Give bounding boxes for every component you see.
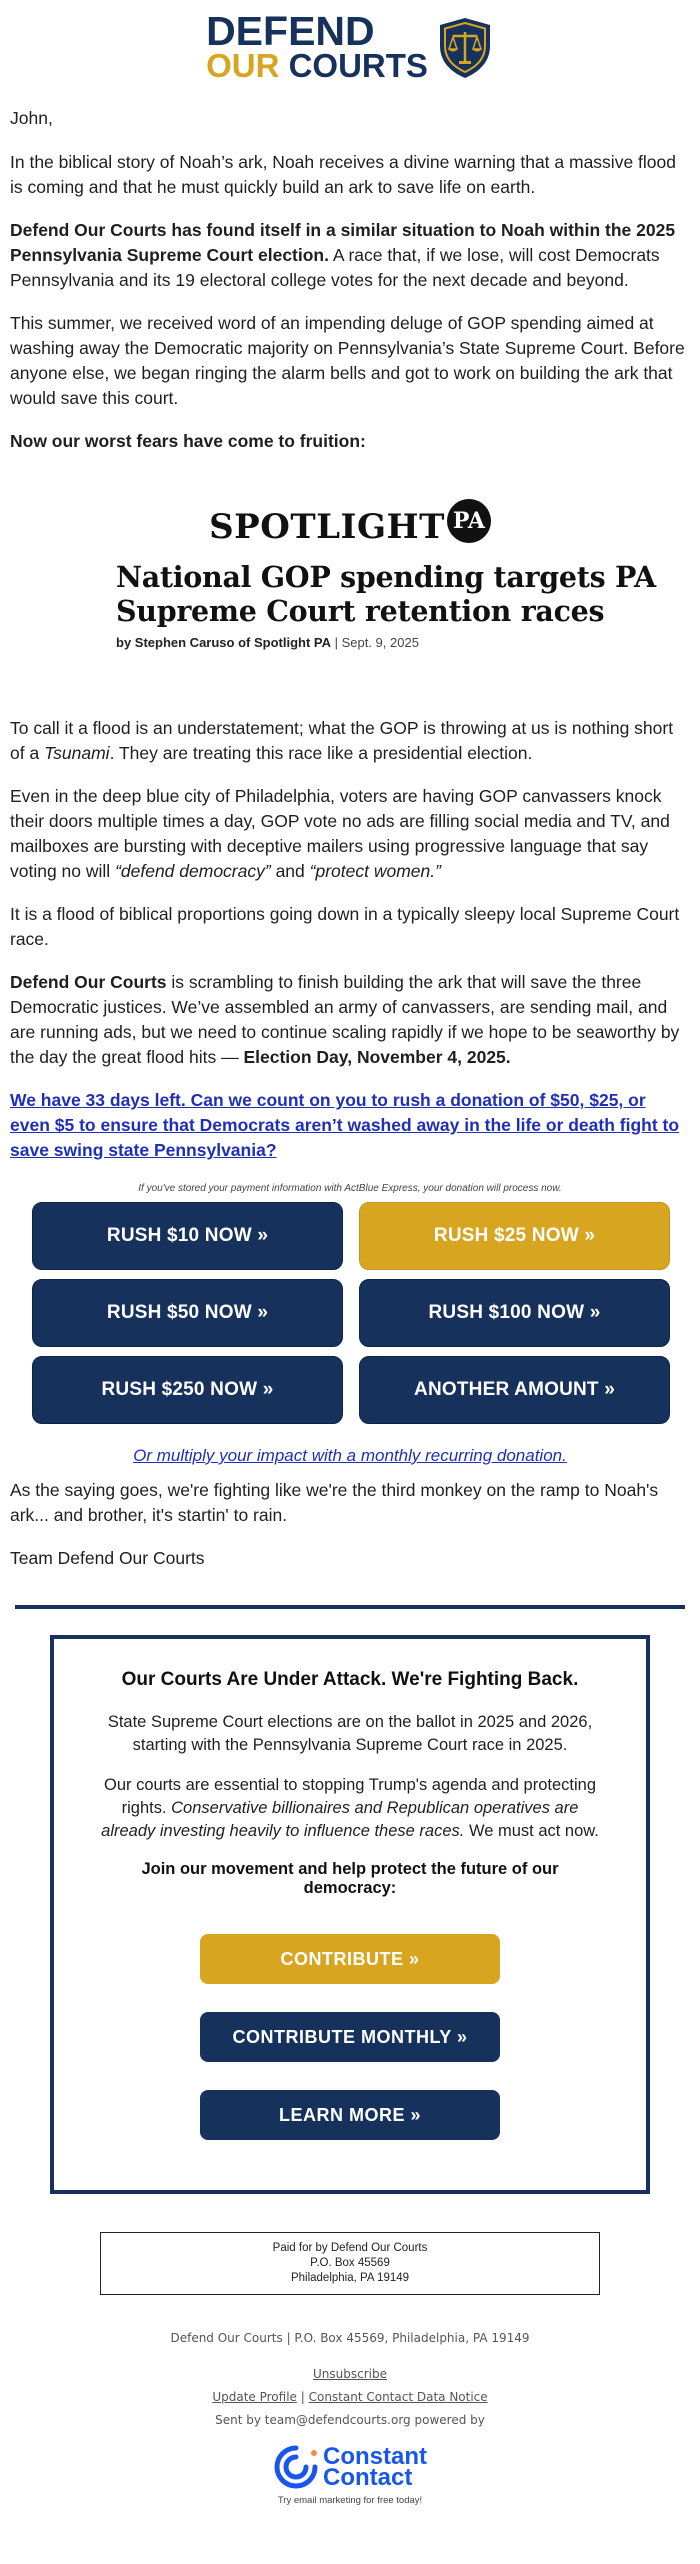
spotlight-pa-logo bbox=[116, 502, 690, 552]
scales-of-justice-shield-icon bbox=[436, 16, 494, 80]
article-headline: National GOP spending targets PA Supreme Court retention races bbox=[116, 560, 656, 628]
essential-text-a: Our courts are essential to stopping Trump's agenda and protecting rights. bbox=[103, 1776, 597, 1817]
paid-for-city: Philadelphia, PA 19149 bbox=[290, 2272, 410, 2284]
byline-author: by Stephen Caruso of Spotlight PA bbox=[116, 635, 331, 650]
tsunami-text-b: . They are treating this race like a presidential election. bbox=[109, 743, 533, 763]
paragraph-tsunami bbox=[10, 716, 690, 766]
email-footer bbox=[0, 2331, 700, 2506]
rush-10-button[interactable]: RUSH $10 NOW » bbox=[32, 1202, 343, 1270]
data-notice-link[interactable]: Constant Contact Data Notice bbox=[308, 2390, 488, 2404]
letter-body bbox=[0, 106, 700, 1571]
section-divider bbox=[15, 1605, 685, 1609]
attack-box-join-movement: Join our movement and help protect the future of our democracy: bbox=[141, 1860, 559, 1897]
logo-courts-text: COURTS bbox=[288, 46, 428, 84]
footer-profile-row bbox=[0, 2390, 700, 2404]
article-byline bbox=[116, 635, 690, 650]
cc-constant-text: Constant bbox=[323, 2443, 427, 2470]
situation-bold-text: Defend Our Courts has found itself in a similar situation to Noah within the 2025 Pennsylvania Supreme Court election. bbox=[10, 220, 676, 265]
spotlight-pa-article-clipping[interactable] bbox=[10, 502, 690, 650]
attack-box-title: Our Courts Are Under Attack. We're Fighting Back. bbox=[121, 1669, 579, 1690]
logo-wordmark bbox=[206, 7, 428, 84]
paragraph-summer: This summer, we received word of an impending deluge of GOP spending aimed at washing away the Democratic majority on Pennsylvania’s State Supreme Court. Before anyone else, we began ringing the alarm bells and got to work on building the ark that would save this court. bbox=[10, 313, 685, 408]
philadelphia-text-a: Even in the deep blue city of Philadelphia, voters are having GOP canvassers knock their doors multiple times a day, GOP vote no ads are filling social media and TV, and mailboxes are bursting with deceptive mailers using progressive language that say voting no will bbox=[10, 786, 670, 881]
paragraph-third-monkey: As the saying goes, we're fighting like we're the third monkey on the ramp to Noah's ark... and brother, it's startin' to rain. bbox=[10, 1480, 659, 1525]
paragraph-scrambling bbox=[10, 970, 690, 1070]
paid-for-disclaimer bbox=[100, 2232, 600, 2295]
attack-box-paragraph-ballot: State Supreme Court elections are on the ballot in 2025 and 2026, starting with the Pennsylvania Supreme Court race in 2025. bbox=[107, 1713, 593, 1754]
essential-text-b: We must act now. bbox=[464, 1822, 599, 1840]
footer-unsubscribe-row bbox=[0, 2367, 700, 2381]
monthly-donation-link[interactable]: Or multiply your impact with a monthly recurring donation. bbox=[133, 1446, 567, 1465]
constant-contact-tagline[interactable]: Try email marketing for free today! bbox=[277, 2495, 423, 2506]
scrambling-bold-name: Defend Our Courts bbox=[10, 972, 167, 992]
actblue-express-note: If you've stored your payment information with ActBlue Express, your donation will process now. bbox=[138, 1183, 562, 1194]
scrambling-text: is scrambling to finish building the ark that will save the three Democratic justices. We’ve assembled an army of canvassers, are sending mail, and are running ads, but we need to continue scaling rapidly if we hope to be seaworthy by the day the great flood hits — bbox=[10, 972, 680, 1067]
rush-25-button[interactable]: RUSH $25 NOW » bbox=[359, 1202, 670, 1270]
tsunami-text-a: To call it a flood is an understatement; what the GOP is throwing at us is nothing short of a bbox=[10, 718, 674, 763]
greeting: John, bbox=[10, 108, 53, 128]
paragraph-worst-fears: Now our worst fears have come to fruition: bbox=[10, 431, 366, 451]
situation-rest-text: A race that, if we lose, will cost Democrats Pennsylvania and its 19 electoral college votes for the next decade and beyond. bbox=[10, 245, 660, 290]
philadelphia-text-mid: and bbox=[270, 861, 310, 881]
constant-contact-wordmark bbox=[323, 2443, 427, 2491]
paragraph-situation bbox=[10, 218, 690, 293]
election-day-text: Election Day, November 4, 2025. bbox=[243, 1047, 511, 1067]
courts-under-attack-box bbox=[50, 1635, 650, 2194]
logo-our-courts bbox=[206, 46, 428, 84]
update-profile-link[interactable]: Update Profile bbox=[212, 2390, 297, 2404]
paragraph-noahs-ark: In the biblical story of Noah’s ark, Noah receives a divine warning that a massive flood is coming and that he must quickly build an ark to save life on earth. bbox=[10, 152, 676, 197]
logo-our-text: OUR bbox=[206, 46, 280, 84]
paragraph-flood: It is a flood of biblical proportions going down in a typically sleepy local Supreme Court race. bbox=[10, 904, 680, 949]
sent-by-line: Sent by team@defendcourts.org powered by bbox=[215, 2413, 485, 2427]
rush-100-button[interactable]: RUSH $100 NOW » bbox=[359, 1279, 670, 1347]
paid-for-pobox: P.O. Box 45569 bbox=[310, 2257, 390, 2269]
footer-separator: | bbox=[296, 2390, 309, 2404]
defend-our-courts-logo bbox=[0, 0, 700, 88]
attack-box-paragraph-essential bbox=[94, 1774, 606, 1843]
spotlight-wordmark: SPOTLIGHT bbox=[209, 507, 445, 547]
byline-date: | Sept. 9, 2025 bbox=[330, 635, 419, 650]
donation-button-grid bbox=[10, 1202, 690, 1424]
protect-women-quote: “protect women.” bbox=[309, 861, 441, 881]
constant-contact-icon bbox=[273, 2444, 319, 2490]
constant-contact-logo[interactable] bbox=[273, 2444, 427, 2490]
rush-250-button[interactable]: RUSH $250 NOW » bbox=[32, 1356, 343, 1424]
rush-50-button[interactable]: RUSH $50 NOW » bbox=[32, 1279, 343, 1347]
paid-for-line: Paid for by Defend Our Courts bbox=[272, 2242, 428, 2254]
contribute-monthly-button[interactable]: CONTRIBUTE MONTHLY » bbox=[200, 2012, 500, 2062]
donation-appeal-link[interactable]: We have 33 days left. Can we count on you to rush a donation of $50, $25, or even $5 to ensure that Democrats aren’t washed away in the life or death fight to save swing state Pennsylvania? bbox=[10, 1090, 680, 1160]
spotlight-pa-badge: PA bbox=[447, 499, 491, 543]
logo-defend-text: DEFEND bbox=[206, 7, 375, 54]
tsunami-emphasis: Tsunami bbox=[44, 743, 110, 763]
billionaires-emphasis: Conservative billionaires and Republican operatives are already investing heavily to influence these races. bbox=[101, 1799, 579, 1840]
footer-address: Defend Our Courts | P.O. Box 45569, Philadelphia, PA 19149 bbox=[170, 2331, 530, 2345]
unsubscribe-link[interactable]: Unsubscribe bbox=[313, 2367, 387, 2381]
learn-more-button[interactable]: LEARN MORE » bbox=[200, 2090, 500, 2140]
cc-contact-text: Contact bbox=[323, 2464, 413, 2491]
contribute-button[interactable]: CONTRIBUTE » bbox=[200, 1934, 500, 1984]
signoff: Team Defend Our Courts bbox=[10, 1548, 205, 1568]
another-amount-button[interactable]: ANOTHER AMOUNT » bbox=[359, 1356, 670, 1424]
defend-democracy-quote: “defend democracy” bbox=[115, 861, 271, 881]
paragraph-philadelphia bbox=[10, 784, 690, 884]
